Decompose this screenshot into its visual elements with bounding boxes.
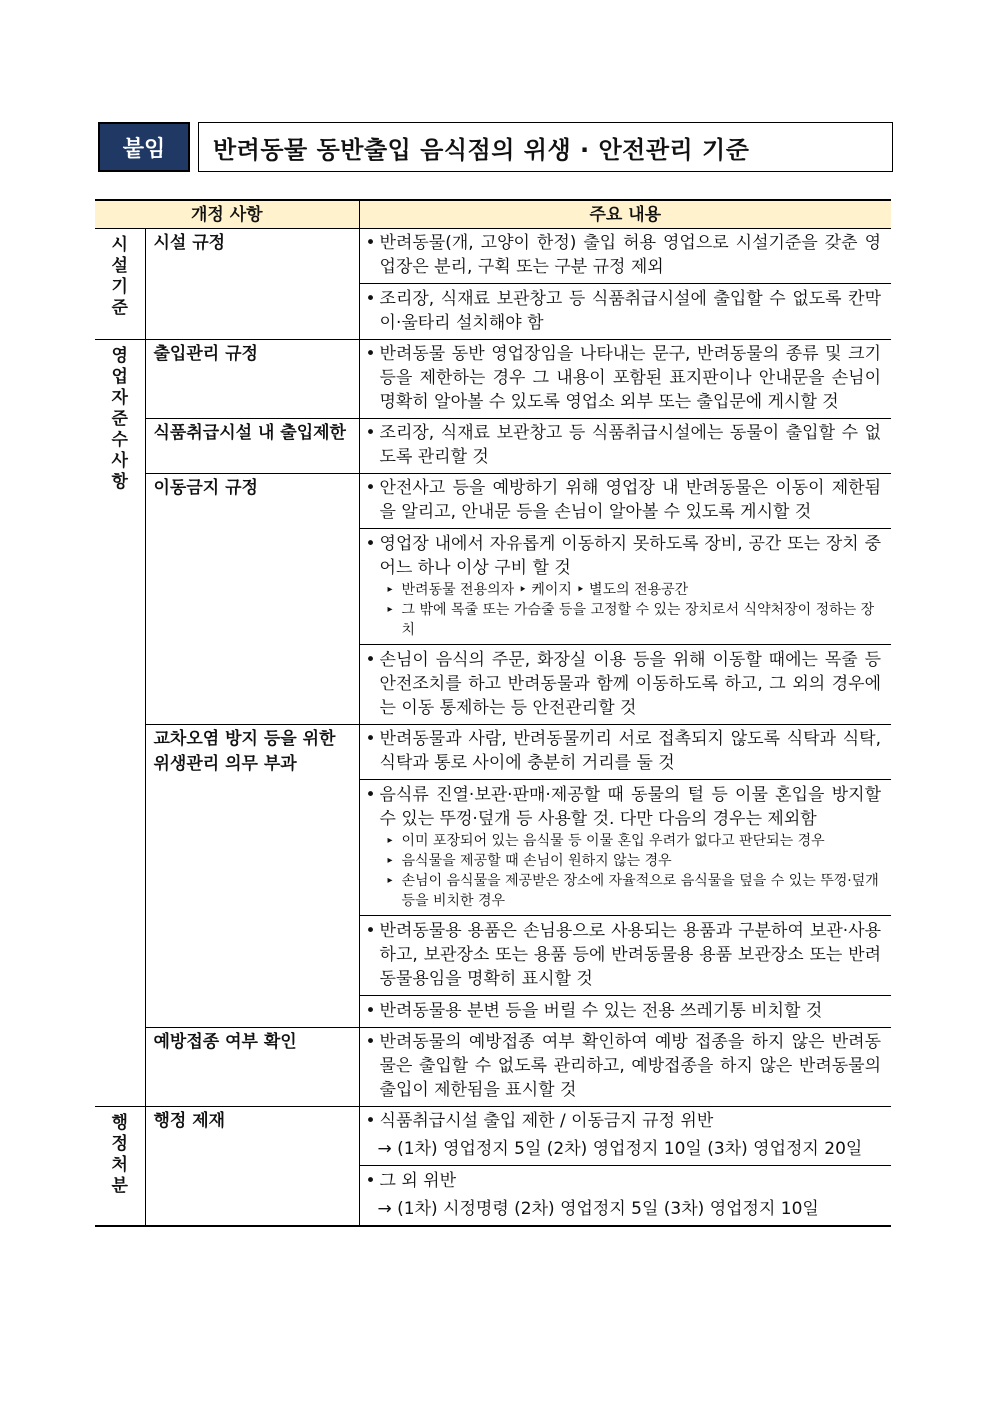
- sub-item-text: 음식물을 제공할 때 손님이 원하지 않는 경우: [401, 853, 672, 869]
- bullet-icon: •: [365, 1171, 376, 1191]
- bullet-icon: •: [365, 650, 376, 670]
- bullet-icon: •: [365, 1001, 376, 1021]
- triangle-icon: ▸: [387, 875, 393, 886]
- content-cell: [359, 1107, 891, 1227]
- content-text: 영업장 내에서 자유롭게 이동하지 못하도록 장비, 공간 또는 장치 중 어느 하나 이상 구비 할 것: [379, 534, 882, 578]
- content-bullet-block: [360, 779, 892, 911]
- category-char: 분: [111, 1176, 128, 1196]
- table-body: [95, 229, 891, 1227]
- category-char: 기: [111, 277, 128, 297]
- content-text: 조리장, 식재료 보관창고 등 식품취급시설에는 동물이 출입할 수 없도록 관리할 것: [379, 423, 882, 467]
- table-row: [95, 474, 891, 725]
- sub-item: [366, 600, 882, 640]
- sub-item: [366, 831, 882, 851]
- table-row: [95, 1028, 891, 1107]
- content-bullet-block: [360, 995, 892, 1023]
- content-bullet-block: [366, 231, 882, 279]
- bullet-icon: •: [365, 289, 376, 309]
- sub-item: [366, 851, 882, 871]
- content-text: 반려동물(개, 고양이 한정) 출입 허용 영업으로 시설기준을 갖춘 영업장은 분리, 구획 또는 구분 규정 제외: [379, 233, 882, 277]
- content-text: 반려동물용 용품은 손님용으로 사용되는 용품과 구분하여 보관·사용하고, 보관장소 또는 용품 등에 반려동물용 용품 보관장소 또는 반려동물용임을 명확히 표시할 것: [379, 921, 882, 989]
- category-char: 처: [111, 1155, 128, 1175]
- category-char: 준: [111, 409, 128, 429]
- content-text: 안전사고 등을 예방하기 위해 영업장 내 반려동물은 이동이 제한됨을 알리고, 안내문 등을 손님이 알아볼 수 있도록 게시할 것: [379, 478, 882, 522]
- triangle-icon: ▸: [387, 855, 393, 866]
- amendment-item: 출입관리 규정: [145, 340, 359, 419]
- amendment-item: 예방접종 여부 확인: [145, 1028, 359, 1107]
- category-char: 설: [111, 256, 128, 276]
- content-text: 그 외 위반: [379, 1171, 457, 1191]
- bullet-icon: •: [365, 729, 376, 749]
- content-bullet-block: [360, 283, 892, 335]
- content-bullet-block: [366, 1109, 882, 1161]
- content-bullet-block: [360, 644, 892, 720]
- category-char: 영: [111, 346, 128, 366]
- category-char: 업: [111, 367, 128, 387]
- category-cell: [95, 1107, 145, 1227]
- table-row: [95, 1107, 891, 1227]
- triangle-icon: ▸: [387, 604, 393, 615]
- amendment-item: 식품취급시설 내 출입제한: [145, 419, 359, 474]
- standards-table: [95, 199, 891, 1227]
- category-char: 행: [111, 1113, 128, 1133]
- category-char: 준: [111, 298, 128, 318]
- content-cell: [359, 229, 891, 340]
- category-char: 시: [111, 235, 128, 255]
- header-amend: 개정 사항: [95, 200, 359, 229]
- category-char: 정: [111, 1134, 128, 1154]
- category-char: 자: [111, 388, 128, 408]
- content-text: 조리장, 식재료 보관창고 등 식품취급시설에 출입할 수 없도록 칸막이·울타리 설치해야 함: [379, 289, 882, 333]
- content-text: 반려동물 동반 영업장임을 나타내는 문구, 반려동물의 종류 및 크기 등을 제한하는 경우 그 내용이 포함된 표지판이나 안내문을 손님이 명확히 알아볼 수 있도록 영업소 외부 또는 출입문에 게시할 것: [379, 344, 882, 412]
- bullet-icon: •: [365, 344, 376, 364]
- content-text: 반려동물용 분변 등을 버릴 수 있는 전용 쓰레기통 비치할 것: [379, 1001, 823, 1021]
- content-cell: [359, 419, 891, 474]
- bullet-icon: •: [365, 921, 376, 941]
- category-cell: [95, 340, 145, 1107]
- content-bullet-block: [366, 342, 882, 414]
- amendment-item: 행정 제재: [145, 1107, 359, 1227]
- amendment-item: 교차오염 방지 등을 위한 위생관리 의무 부과: [145, 725, 359, 1028]
- content-cell: [359, 340, 891, 419]
- sub-item-text: 손님이 음식물을 제공받은 장소에 자율적으로 음식물을 덮을 수 있는 뚜껑·덮개 등을 비치한 경우: [401, 873, 879, 909]
- bullet-icon: •: [365, 233, 376, 253]
- bullet-icon: •: [365, 423, 376, 443]
- content-cell: [359, 1028, 891, 1107]
- content-text: 식품취급시설 출입 제한 / 이동금지 규정 위반: [379, 1111, 714, 1131]
- triangle-icon: ▸: [387, 835, 393, 846]
- triangle-icon: ▸: [387, 584, 393, 595]
- sub-item-text: 그 밖에 목줄 또는 가슴줄 등을 고정할 수 있는 장치로서 식약처장이 정하는 장치: [401, 602, 875, 638]
- sub-item: [366, 871, 882, 911]
- content-bullet-block: [360, 528, 892, 640]
- attachment-badge: 붙임: [98, 122, 190, 172]
- sub-item: [366, 580, 882, 600]
- category-char: 항: [111, 472, 128, 492]
- content-text: 반려동물의 예방접종 여부 확인하여 예방 접종을 하지 않은 반려동물은 출입할 수 없도록 관리하고, 예방접종을 하지 않은 반려동물의 출입이 제한됨을 표시할 것: [379, 1032, 882, 1100]
- content-bullet-block: [366, 727, 882, 775]
- content-cell: [359, 725, 891, 1028]
- content-bullet-block: [366, 476, 882, 524]
- sub-item-text: 이미 포장되어 있는 음식물 등 이물 혼입 우려가 없다고 판단되는 경우: [401, 833, 825, 849]
- table-row: [95, 725, 891, 1028]
- category-char: 사: [111, 451, 128, 471]
- title-row: [98, 122, 893, 172]
- table-row: [95, 229, 891, 340]
- content-text: 음식류 진열·보관·판매·제공할 때 동물의 털 등 이물 혼입을 방지할 수 있는 뚜껑·덮개 등 사용할 것. 다만 다음의 경우는 제외함: [379, 785, 882, 829]
- header-content: 주요 내용: [359, 200, 891, 229]
- bullet-icon: •: [365, 478, 376, 498]
- table-row: [95, 340, 891, 419]
- content-text: 손님이 음식의 주문, 화장실 이용 등을 위해 이동할 때에는 목줄 등 안전조치를 하고 반려동물과 함께 이동하도록 하고, 그 외의 경우에는 이동 통제하는 등 안전관리할 것: [379, 650, 882, 718]
- sub-item-text: 반려동물 전용의자 ‣ 케이지 ‣ 별도의 전용공간: [401, 582, 689, 598]
- table-row: [95, 419, 891, 474]
- content-bullet-block: [360, 915, 892, 991]
- penalty-text: → (1차) 영업정지 5일 (2차) 영업정지 10일 (3차) 영업정지 20일: [377, 1139, 863, 1159]
- content-bullet-block: [366, 421, 882, 469]
- bullet-icon: •: [365, 534, 376, 554]
- penalty-text: → (1차) 시정명령 (2차) 영업정지 5일 (3차) 영업정지 10일: [377, 1199, 819, 1219]
- content-bullet-block: [360, 1165, 892, 1221]
- amendment-item: 이동금지 규정: [145, 474, 359, 725]
- bullet-icon: •: [365, 1111, 376, 1131]
- bullet-icon: •: [365, 785, 376, 805]
- category-cell: [95, 229, 145, 340]
- content-text: 반려동물과 사람, 반려동물끼리 서로 접촉되지 않도록 식탁과 식탁, 식탁과 통로 사이에 충분히 거리를 둘 것: [379, 729, 882, 773]
- category-char: 수: [111, 430, 128, 450]
- page-title: 반려동물 동반출입 음식점의 위생 · 안전관리 기준: [198, 122, 893, 172]
- bullet-icon: •: [365, 1032, 376, 1052]
- content-bullet-block: [366, 1030, 882, 1102]
- amendment-item: 시설 규정: [145, 229, 359, 340]
- content-cell: [359, 474, 891, 725]
